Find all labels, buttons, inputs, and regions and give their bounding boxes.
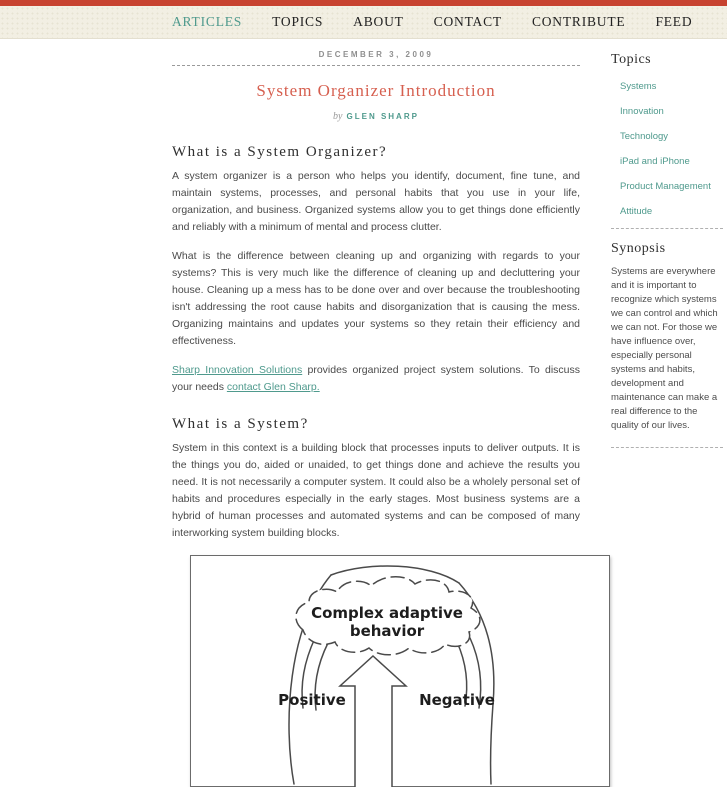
list-item bbox=[620, 126, 723, 144]
topic-link-ipad-and-iphone[interactable]: iPad and iPhone bbox=[620, 156, 690, 167]
paragraph-organizer-1: A system organizer is a person who helps you identify, document, fine tune, and maintain systems, processes, and personal habits that you use in your life, organization, and business. Organized systems allow you to get things done efficiently and reliably with a minimum of mental and process clutter. bbox=[172, 170, 580, 233]
cloud-label-line1: Complex adaptive bbox=[311, 604, 463, 622]
sidebar-divider-top bbox=[611, 228, 723, 229]
topic-link-technology[interactable]: Technology bbox=[620, 131, 669, 142]
sidebar-divider-bottom bbox=[611, 447, 723, 448]
nav-item-articles[interactable]: ARTICLES bbox=[172, 14, 243, 29]
topic-link-innovation[interactable]: Innovation bbox=[620, 106, 664, 117]
heading-what-is-a-system: What is a System? bbox=[172, 416, 309, 432]
byline-prefix: by bbox=[333, 111, 343, 122]
topic-link-systems[interactable]: Systems bbox=[620, 81, 657, 92]
paragraph-organizer-2: What is the difference between cleaning up and organizing with regards to your systems? This is very much like the difference of cleaning up and decluttering your house. Cleaning up a mess has to be done over and over because the troubleshooting isn't addressing the root cause habits and disorganization that is causing the mess. Organizing maintains and updates your systems so they retain their efficiency and effectiveness. bbox=[172, 250, 580, 347]
system-diagram-image bbox=[190, 555, 610, 787]
topics-list bbox=[611, 76, 723, 219]
nav-item-feed[interactable]: FEED bbox=[655, 14, 693, 29]
contact-glen-sharp-link[interactable]: contact Glen Sharp. bbox=[226, 381, 320, 393]
nav-item-topics[interactable]: TOPICS bbox=[272, 14, 324, 29]
nav-item-about[interactable]: ABOUT bbox=[353, 14, 404, 29]
article-date: DECEMBER 3, 2009 bbox=[318, 50, 434, 59]
sharp-innovation-solutions-link[interactable]: Sharp Innovation Solutions bbox=[172, 364, 303, 376]
content-area bbox=[0, 39, 727, 787]
topic-link-product-management[interactable]: Product Management bbox=[620, 181, 711, 192]
list-item bbox=[620, 76, 723, 94]
nav-item-contact[interactable]: CONTACT bbox=[433, 14, 502, 29]
paragraph-organizer-3-text: provides organized project system solutions. To discuss your needs bbox=[172, 364, 580, 393]
byline bbox=[172, 106, 580, 124]
cloud-label-line2: behavior bbox=[349, 622, 425, 640]
paragraph-system-1: System in this context is a building block that processes inputs to deliver outputs. It is the things you do, aided or unaided, to get things done and achieve the results you need. It is not necessarily a computer system. It could also be a wholely personal set of habits and procedures especially in the early stages. Most business systems are a hybrid of human processes and automated systems and can be composed of many interworking system building blocks. bbox=[172, 442, 580, 539]
synopsis-heading: Synopsis bbox=[611, 241, 666, 256]
article-title: System Organizer Introduction bbox=[256, 81, 496, 100]
list-item bbox=[620, 201, 723, 219]
paragraph-organizer-3 bbox=[172, 362, 580, 396]
list-item bbox=[620, 176, 723, 194]
heading-system-organizer: What is a System Organizer? bbox=[172, 144, 388, 160]
nav-item-contribute[interactable]: CONTRIBUTE bbox=[531, 14, 626, 29]
main-nav bbox=[0, 6, 727, 39]
positive-label: Positive bbox=[278, 691, 346, 709]
topic-link-attitude[interactable]: Attitude bbox=[620, 206, 653, 217]
author-link[interactable]: GLEN SHARP bbox=[346, 112, 419, 121]
synopsis-text: Systems are everywhere and it is important to recognize which systems we can control and which we can not. For those we have influence over, especially personal systems and habits, development and maintenance can make a real difference to the quality of our lives. bbox=[611, 266, 718, 431]
sidebar bbox=[611, 39, 723, 460]
date-divider bbox=[172, 65, 580, 66]
list-item bbox=[620, 101, 723, 119]
up-arrow-shape bbox=[340, 656, 406, 787]
list-item bbox=[620, 151, 723, 169]
topics-heading: Topics bbox=[611, 52, 652, 67]
article-column bbox=[172, 39, 580, 787]
negative-label: Negative bbox=[419, 691, 495, 709]
